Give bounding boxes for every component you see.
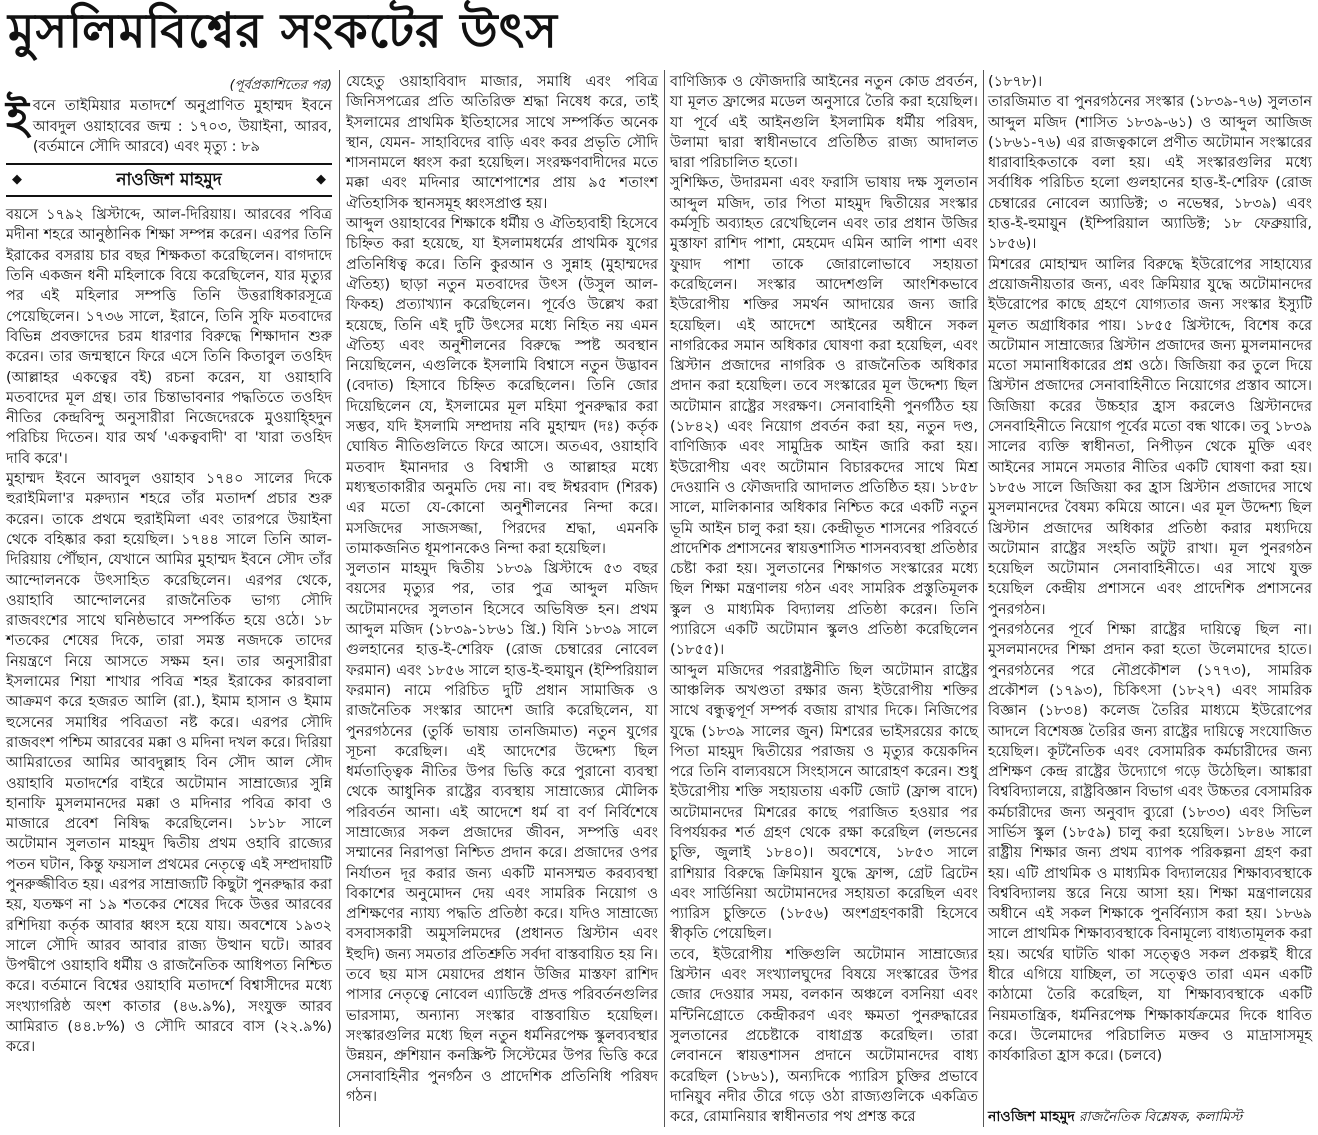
column-divider [664,70,665,1127]
column-3 [670,72,978,1127]
paragraph: বয়সে ১৭৯২ খ্রিস্টাব্দে, আল-দিরিয়ায়। আরবের পবিত্র মদীনা শহরে আনুষ্ঠানিক শিক্ষা সম্পন্ন করেন। এরপর তিনি ইরাকের বসরায় চার বছর শিক্ষকতা করেছিলেন। বাগদাদে তিনি একজন ধনী মহিলাকে বিয়ে করেছিলেন, যার মৃত্যুর পর এই মহিলার সম্পত্তি তিনি উত্তরাধিকারসূত্রে পেয়েছিলেন। ১৭৩৬ সালে, ইরানে, তিনি সুফি মতবাদের বিভিন্ন প্রবক্তাদের চরম ধারণার বিরুদ্ধে শিক্ষাদান শুরু করেন। তার জন্মস্থানে ফিরে এসে তিনি কিতাবুল তওহিদ (আল্লাহর একত্বের বই) রচনা করেন, যা ওয়াহাবি মতবাদের মূল গ্রন্থ। তার চিন্তাভাবনার পদ্ধতিতে তওহিদ নীতির কেন্দ্রবিন্দু অনুসারীরা নিজেদেরকে মুওয়াহ্হিদুন পরিচিয় দিতেন। যার অর্থ 'একত্ববাদী' বা 'যারা তওহিদ দাবি করে'। [6,207,332,467]
column-divider [983,70,984,1127]
paragraph: আব্দুল ওয়াহাবের শিক্ষাকে ধর্মীয় ও ঐতিহ্যবাহী হিসেবে চিহ্নিত করা হয়েছে, যা ইসলামধর্মের প্রাথমিক যুগের প্রতিনিধিত্ব করে। তিনি কুরআন ও সুন্নাহ (মুহাম্মদের ঐতিহ্য) ছাড়া নতুন মতবাদের উৎস (উসুল আল-ফিকহ) প্রত্যাখ্যান করেছিলেন। পূর্বেও উল্লেখ করা হয়েছে, তিনি এই দুটি উৎসের মধ্যে নিহিত নয় এমন ঐতিহ্য এবং অনুশীলনের বিরুদ্ধে স্পষ্ট অবস্থান নিয়েছিলেন, এগুলিকে ইসলামি বিশ্বাসে নতুন উদ্ভাবন (বেদাত) হিসাবে চিহ্নিত করেছিলেন। তিনি জোর দিয়েছিলেন যে, ইসলামের মূল মহিমা পুনরুদ্ধার করা সম্ভব, যদি ইসলামি সম্প্রদায় নবি মুহাম্মদ (দঃ) কর্তৃক ঘোষিত নীতিগুলিতে ফিরে আসে। অতএব, ওয়াহাবি মতবাদ ইমানদার ও বিশ্বাসী ও আল্লাহর মধ্যে মধ্যস্থতাকারীর অনুমতি দেয় না। বহু ঈশ্বরবাদ (শিরক) এর মতো যে-কোনো অনুশীলনের নিন্দা করে। মসজিদের সাজসজ্জা, পিরদের শ্রদ্ধা, এমনকি তামাকজনিত ধূমপানকেও নিন্দা করা হয়েছিল। [346,216,658,557]
paragraph: পুনরগঠনের পূর্বে শিক্ষা রাষ্ট্রের দায়িত্বে ছিল না। মুসলমানদের শিক্ষা প্রদান করা হতো উলেমাদের হাতে। পুনরগঠনের পরে নৌপ্রকৌশল (১৭৭৩), সামরিক প্রকৌশল (১৭৯৩), চিকিৎসা (১৮২৭) এবং সামরিক বিজ্ঞান (১৮৩৪) কলেজ তৈরির মাধ্যমে ইউরোপের আদলে বিশেষজ্ঞ তৈরির জন্য রাষ্ট্রের দায়িত্বে সংযোজিত হয়েছিল। কূটনৈতিক এবং বেসামরিক কর্মচারীদের জন্য প্রশিক্ষণ কেন্দ্র রাষ্ট্রের উদ্যোগে গড়ে উঠেছিল। আঙ্কারা বিশ্ববিদ্যালয়ে, রাষ্ট্রবিজ্ঞান বিভাগ এবং উচ্চতর বেসামরিক কর্মচারীদের জন্য অনুবাদ ব্যুরো (১৮৩৩) এবং সিভিল সার্ভিস স্কুল (১৮৫৯) চালু করা হয়েছিল। ১৮৪৬ সালে রাষ্ট্রীয় শিক্ষার জন্য প্রথম ব্যাপক পরিকল্পনা গ্রহণ করা হয়। এটি প্রাথমিক ও মাধ্যমিক বিদ্যালয়ের শিক্ষাব্যবস্থাকে বিশ্ববিদ্যালয় স্তরে নিয়ে আসা হয়। শিক্ষা মন্ত্রণালয়ের অধীনে এই সকল শিক্ষাকে পুনর্বিন্যাস করা হয়। ১৮৬৯ সালে প্রাথমিক শিক্ষাব্যবস্থাকে বিনামূল্যে বাধ্যতামূলক করা হয়। অর্থের ঘাটতি থাকা সত্ত্বেও সকল প্রকল্পই ধীরে ধীরে এগিয়ে যাচ্ছিল, তা সত্ত্বেও তারা এমন একটি কাঠামো তৈরি করেছিল, যা শিক্ষাব্যবস্থাকে একটি নিয়মতান্ত্রিক, ধর্মনিরপেক্ষ শিক্ষাকার্যক্রমের দিকে ধাবিত করে। উলেমাদের পরিচালিত মক্তব ও মাদ্রাসাসমূহ কার্যকারিতা হ্রাস করে। (চলবে) [988,622,1312,1065]
paragraph: মুহাম্মদ ইবনে আবদুল ওয়াহাব ১৭৪০ সালের দিকে হুরাইমিলা'র মরুদ্যান শহরে তাঁর মতাদর্শ প্রচার শুরু করেন। তাকে প্রথমে হুরাইমিলা এবং তারপরে উয়াইনা থেকে বহিষ্কার করা হয়েছিল। ১৭৪৪ সালে তিনি আল-দিরিয়ায় পৌঁছান, যেখানে আমির মুহাম্মদ ইবনে সৌদ তাঁর আন্দোলনকে উৎসাহিত করেছিলেন। এরপর থেকে, ওয়াহাবি আন্দোলনের রাজনৈতিক ভাগ্য সৌদি রাজবংশের সাথে ঘনিষ্ঠভাবে সম্পর্কিত হয়ে ওঠে। ১৮ শতকের শেষের দিকে, তারা সমস্ত নজদকে তাদের নিয়ন্ত্রণে নিয়ে আসতে সক্ষম হন। তার অনুসারীরা ইসলামের শিয়া শাখার পবিত্র শহর ইরাকের কারবালা আক্রমণ করে হজরত আলি (রা.), ইমাম হাসান ও ইমাম হুসেনের সমাধির পবিত্রতা নষ্ট করে। এরপর সৌদি রাজবংশ পশ্চিম আরবের মক্কা ও মদিনা দখল করে। দিরিয়া আমিরাতের আমির আবদুল্লাহ বিন সৌদ আল সৌদ ওয়াহাবি মতাদর্শের বাইরে অটোমান সাম্রাজ্যের সুন্নি হানাফি মুসলমানদের মক্কা ও মদিনার পবিত্র কাবা ও মাজারে প্রবেশ নিষিদ্ধ করেছিলেন। ১৮১৮ সালে অটোমান সুলতান মাহমুদ দ্বিতীয় প্রথম ওহাবি রাজ্যের পতন ঘটান, কিন্তু ফয়সাল প্রথমের নেতৃত্বে এই সম্প্রদায়টি পুনরুজ্জীবিত হয়। এরপর সাম্রাজ্যটি কিছুটা পুনরুদ্ধার করা হয়, যতক্ষণ না ১৯ শতকের শেষের দিকে উত্তর আরবের রশিদিয়া কর্তৃক আবার ধ্বংস হয়ে যায়। অবশেষে ১৯৩২ সালে সৌদি আরব আবার রাজ্য উত্থান ঘটে। আরব উপদ্বীপে ওয়াহাবি ধর্মীয় ও রাজনৈতিক আধিপত্য নিশ্চিত করে। বর্তমানে বিশ্বের ওয়াহাবি মতাদর্শে বিশ্বাসীদের মধ্যে সংখ্যাগরিষ্ঠ অংশ কাতার (৪৬.৯%), সংযুক্ত আরব আমিরাত (৪৪.৮%) ও সৌদি আরবে বাস (২২.৯%) করে। [6,471,332,1056]
footer-role: রাজনৈতিক বিশ্লেষক, কলামিস্ট [1079,1109,1243,1125]
author-footer [988,1105,1312,1129]
column-2 [346,72,658,1107]
paragraph: সুশিক্ষিত, উদারমনা এবং ফরাসি ভাষায় দক্ষ সুলতান আব্দুল মজিদ, তার পিতা মাহমুদ দ্বিতীয়ের সংস্কার কর্মসূচি অব্যাহত রেখেছিলেন এবং তার প্রধান উজির মুস্তাফা রাশিদ পাশা, মেহমেদ এমিন আলি পাশা এবং ফুয়াদ পাশা তাকে জোরালোভাবে সহায়তা করেছিলেন। সংস্কার আদেশগুলি আংশিকভাবে ইউরোপীয় শক্তির সমর্থন আদায়ের জন্য জারি হয়েছিল। এই আদেশে আইনের অধীনে সকল নাগরিকের সমান অধিকার ঘোষণা করা হয়েছিল, এবং খ্রিস্টান প্রজাদের নাগরিক ও রাজনৈতিক অধিকার প্রদান করা হয়েছিল। তবে সংস্কারের মূল উদ্দেশ্য ছিল অটোমান রাষ্ট্রের সংরক্ষণ। সেনাবাহিনী পুনর্গঠিত হয় (১৮৪২) এবং নিয়োগ প্রবর্তন করা হয়, নতুন দণ্ড, বাণিজ্যিক এবং সামুদ্রিক আইন জারি করা হয়। ইউরোপীয় এবং অটোমান বিচারকদের সাথে মিশ্র দেওয়ানি ও ফৌজদারি আদালত প্রতিষ্ঠিত হয়। ১৮৫৮ সালে, মালিকানার অধিকার নিশ্চিত করে একটি নতুন ভূমি আইন চালু করা হয়। কেন্দ্রীভূত শাসনের পরিবর্তে প্রাদেশিক প্রশাসনের স্বায়ত্তশাসিত শাসনব্যবস্থা প্রতিষ্ঠার চেষ্টা করা হয়। সুলতানের শিক্ষাগত সংস্কারের মধ্যে ছিল শিক্ষা মন্ত্রণালয় গঠন এবং সামরিক প্রস্তুতিমূলক স্কুল ও মাধ্যমিক বিদ্যালয় প্রতিষ্ঠা করেন। তিনি প্যারিসে একটি অটোমান স্কুলও প্রতিষ্ঠা করেছিলেন (১৮৫৫)। [670,175,978,659]
paragraph: (১৮৭৮)। [988,74,1043,90]
byline-author: নাওজিশ মাহমুদ [116,170,222,191]
column-1 [6,76,332,1058]
byline [6,163,332,197]
intro-text: বনে তাইমিয়ার মতাদর্শে অনুপ্রাণিত মুহাম্মদ ইবনে আবদুল ওয়াহাবের জন্ম : ১৭০৩, উয়াইনা, আরব, (বর্তমানে সৌদি আরবে) এবং মৃত্যু : ৮৯ [32,98,332,155]
intro-paragraph [6,92,332,157]
diamond-icon: ◆ [316,172,326,188]
article-title: মুসলিমবিশ্বের সংকটের উৎস [8,3,559,59]
column-divider [339,70,340,1127]
paragraph: তবে, ইউরোপীয় শক্তিগুলি অটোমান সাম্রাজ্যের খ্রিস্টান এবং সংখ্যালঘুদের বিষয়ে সংস্কারের উপর জোর দেওয়ার সময়, বলকান অঞ্চলে বসনিয়া এবং মন্টিনিগ্রোতে কেন্দ্রীকরণ এবং ক্ষমতা পুনরুদ্ধারের সুলতানের প্রচেষ্টাকে বাধাগ্রস্ত করেছিল। তারা লেবাননে স্বায়ত্তশাসন প্রদানে অটোমানদের বাধ্য করেছিল (১৮৬১), অন্যদিকে প্যারিস চুক্তির প্রভাবে দানিয়ুব নদীর তীরে গড়ে ওঠা রাজ্যগুলিকে একত্রিত করে, রোমানিয়ার স্বাধীনতার পথ প্রশস্ত করে [670,946,978,1126]
drop-cap: ই [6,92,29,144]
paragraph: বাণিজ্যিক ও ফৌজদারি আইনের নতুন কোড প্রবর্তন, যা মূলত ফ্রান্সের মডেল অনুসারে তৈরি করা হয়েছিল। যা পূর্বে এই আইনগুলি ইসলামিক ধর্মীয় পরিষদ, উলামা দ্বারা স্বাধীনভাবে প্রতিষ্ঠিত রাজ্য আদালত দ্বারা পরিচালিত হতো। [670,74,978,172]
paragraph: তারজিমাত বা পুনরগঠনের সংস্কার (১৮৩৯-৭৬) সুলতান আব্দুল মজিদ (শাসিত ১৮৩৯-৬১) ও আব্দুল আজিজ (১৮৬১-৭৬) এর রাজত্বকালে প্রণীত অটোমান সংস্কারের ধারাবাহিকতাকে বলা হয়। এই সংস্কারগুলির মধ্যে সর্বাধিক পরিচিত হলো গুলহানের হাত্ত-ই-শেরিফ (রোজ চেম্বারের নোবেল অ্যাডিক্ট; ৩ নভেম্বর, ১৮৩৯) এবং হাত্ত-ই-হুমায়ুন (ইম্পিরিয়াল অ্যাডিক্ট; ১৮ ফেব্রুয়ারি, ১৮৫৬)। [988,94,1312,253]
paragraph: মিশরের মোহাম্মদ আলির বিরুদ্ধে ইউরোপের সাহায্যের প্রয়োজনীয়তার জন্য, এবং ক্রিমিয়ার যুদ্ধে অটোমানদের ইউরোপের কাছে গ্রহণে যোগ্যতার জন্য সংস্কার ইস্যুটি মূলত অগ্রাধিকার পায়। ১৮৫৫ খ্রিস্টাব্দে, বিশেষ করে অটোমান সাম্রাজ্যের খ্রিস্টান প্রজাদের জন্য মুসলমানদের মতো সমানাধিকারের প্রশ্ন ওঠে। জিজিয়া কর তুলে দিয়ে খ্রিস্টান প্রজাদের সেনাবাহিনীতে নিয়োগের প্রস্তাব আসে। জিজিয়া করের উচ্চহার হ্রাস করলেও খ্রিস্টানদের সেনবাহিনীতে নিয়োগ পূর্বের মতো বন্ধ থাকে। তবু ১৮৩৯ সালের ব্যক্তি স্বাধীনতা, নিপীড়ন থেকে মুক্তি এবং আইনের সামনে সমতার নীতির একটি ঘোষণা করা হয়। ১৮৫৬ সালে জিজিয়া কর হ্রাস খ্রিস্টান প্রজাদের সাথে মুসলমানদের বৈষম্য কমিয়ে আনে। এর মূল উদ্দেশ্য ছিল খ্রিস্টান প্রজাদের অধিকার প্রতিষ্ঠা করার মধ্যদিয়ে অটোমান রাষ্ট্রের সংহতি অটুট রাখা। মূল পুনরগঠন হয়েছিল অটোমান সেনাবাহিনীতে। এর সাথে যুক্ত হয়েছিল কেন্দ্রীয় প্রশাসনে এবং প্রাদেশিক প্রশাসনের পুনরগঠন। [988,256,1312,618]
column-4 [988,72,1312,1067]
paragraph: সুলতান মাহমুদ দ্বিতীয় ১৮৩৯ খ্রিস্টাব্দে ৫৩ বছর বয়সের মৃত্যুর পর, তার পুত্র আব্দুল মজিদ অটোমানদের সুলতান হিসেবে অভিষিক্ত হন। প্রথম আব্দুল মজিদ (১৮৩৯-১৮৬১ খ্রি.) যিনি ১৮৩৯ সালে গুলহানের হাত্ত-ই-শেরিফ (রোজ চেম্বারের নোবেল ফরমান) এবং ১৮৫৬ সালে হাত্ত-ই-হুমায়ুন (ইম্পিরিয়াল ফরমান) নামে পরিচিত দুটি প্রধান সামাজিক ও রাজনৈতিক সংস্কার আদেশ জারি করেছিলেন, যা পুনরগঠনের (তুর্কি ভাষায় তানজিমাত) নতুন যুগের সূচনা করেছিল। এই আদেশের উদ্দেশ্য ছিল ধর্মতাত্ত্বিক নীতির উপর ভিত্তি করে পুরানো ব্যবস্থা থেকে আধুনিক রাষ্ট্রের ব্যবস্থায় সাম্রাজ্যের মৌলিক পরিবর্তন আনা। এই আদেশে ধর্ম বা বর্ণ নির্বিশেষে সাম্রাজ্যের সকল প্রজাদের জীবন, সম্পত্তি এবং সম্মানের নিরাপত্তা নিশ্চিত প্রদান করে। প্রজাদের ওপর নির্যাতন দূর করার জন্য একটি মানসম্মত করব্যবস্থা বিকাশের অনুমোদন দেয় এবং সামরিক নিয়োগ ও প্রশিক্ষণের ন্যায্য পদ্ধতি প্রতিষ্ঠা করে। যদিও সাম্রাজ্যে বসবাসকারী অমুসলিমদের (প্রধানত খ্রিস্টান এবং ইহুদি) জন্য সমতার প্রতিশ্রুতি সর্বদা বাস্তবায়িত হয় নি। তবে ছয় মাস মেয়াদের প্রধান উজির মাস্তফা রাশিদ পাসার নেতৃত্বে নোবেল এ্যাডিক্টে প্রদত্ত পরিবর্তনগুলির ভারসাম্য, অন্যান্য সংস্কার বাস্তবায়িত হয়েছিল। সংস্কারগুলির মধ্যে ছিল নতুন ধর্মনিরপেক্ষ স্কুলব্যবস্থার উন্নয়ন, প্রুশিয়ান কনস্ক্রিপ্ট সিস্টেমের উপর ভিত্তি করে সেনাবাহিনীর পুনর্গঠন ও প্রাদেশিক প্রতিনিধি পরিষদ গঠন। [346,561,658,1105]
previous-note: (পূর্বপ্রকাশিতের পর) [229,78,332,93]
paragraph: আব্দুল মজিদের পররাষ্ট্রনীতি ছিল অটোমান রাষ্ট্রের আঞ্চলিক অখণ্ডতা রক্ষার জন্য ইউরোপীয় শক্তির সাথে বন্ধুত্বপূর্ণ সম্পর্ক বজায় রাখার দিকে। নিজিপের যুদ্ধে (১৮৩৯ সালের জুন) মিশরের ভাইসরয়ের কাছে পিতা মাহমুদ দ্বিতীয়ের পরাজয় ও মৃত্যুর কয়েকদিন পরে তিনি বাল্যবয়সে সিংহাসনে আরোহণ করেন। শুধু ইউরোপীয় শক্তি সহায়তায় একটি জোট (ফ্রান্স বাদে) অটোমানদের মিশরের কাছে পরাজিত হওয়ার পর বিপর্যয়কর শর্ত গ্রহণ থেকে রক্ষা করেছিল (লন্ডনের চুক্তি, জুলাই ১৮৪০)। অবশেষে, ১৮৫৩ সালে রাশিয়ার বিরুদ্ধে ক্রিমিয়ান যুদ্ধে ফ্রান্স, গ্রেট ব্রিটেন এবং সার্ডিনিয়া অটোমানদের সহায়তা করেছিল এবং প্যারিস চুক্তিতে (১৮৫৬) অংশগ্রহণকারী হিসেবে স্বীকৃতি পেয়েছিল। [670,662,978,943]
footer-author: নাওজিশ মাহমুদ [988,1109,1075,1125]
paragraph: যেহেতু ওয়াহাবিবাদ মাজার, সমাধি এবং পবিত্র জিনিসপত্রের প্রতি অতিরিক্ত শ্রদ্ধা নিষেধ করে, তাই ইসলামের প্রাথমিক ইতিহাসের সাথে সম্পর্কিত অনেক স্থান, যেমন- সাহাবিদের বাড়ি এবং কবর প্রভৃতি সৌদি শাসনামলে ধ্বংস করা হয়েছিল। সংরক্ষণবাদীদের মতে মক্কা এবং মদিনার আশেপাশের প্রায় ৯৫ শতাংশ ঐতিহাসিক স্থানসমূহ ধ্বংসপ্রাপ্ত হয়। [346,74,658,212]
diamond-icon: ◆ [12,172,22,188]
